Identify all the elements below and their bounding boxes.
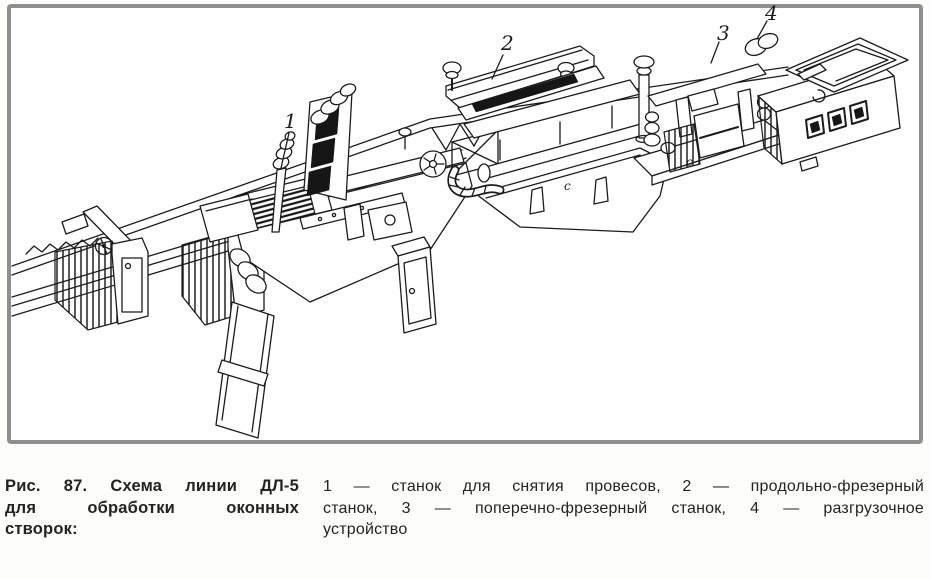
caption-title-line: створок: [5, 520, 78, 538]
caption-title-line: Рис. 87. Схема линии ДЛ-5 [5, 477, 299, 495]
caption-legend-line: 1 — станок для снятия провесов, 2 — продольно-фрезерный [323, 478, 924, 495]
part-mark-c-1: с [564, 179, 571, 193]
callout-2: 2 [501, 31, 514, 55]
caption-title [5, 476, 299, 541]
caption-title-line: для обработки оконных [5, 498, 299, 517]
figure-border-frame [9, 6, 921, 442]
callout-4: 4 [765, 1, 778, 25]
caption-legend [323, 476, 924, 541]
callout-1: 1 [284, 109, 297, 133]
callout-3: 3 [717, 21, 730, 45]
caption-legend-line: станок, 3 — поперечно-фрезерный станок, 4 — разгрузочное [323, 499, 924, 517]
figure-caption [5, 476, 924, 541]
part-mark-c-2: с [686, 155, 693, 169]
caption-legend-line: устройство [323, 521, 408, 538]
